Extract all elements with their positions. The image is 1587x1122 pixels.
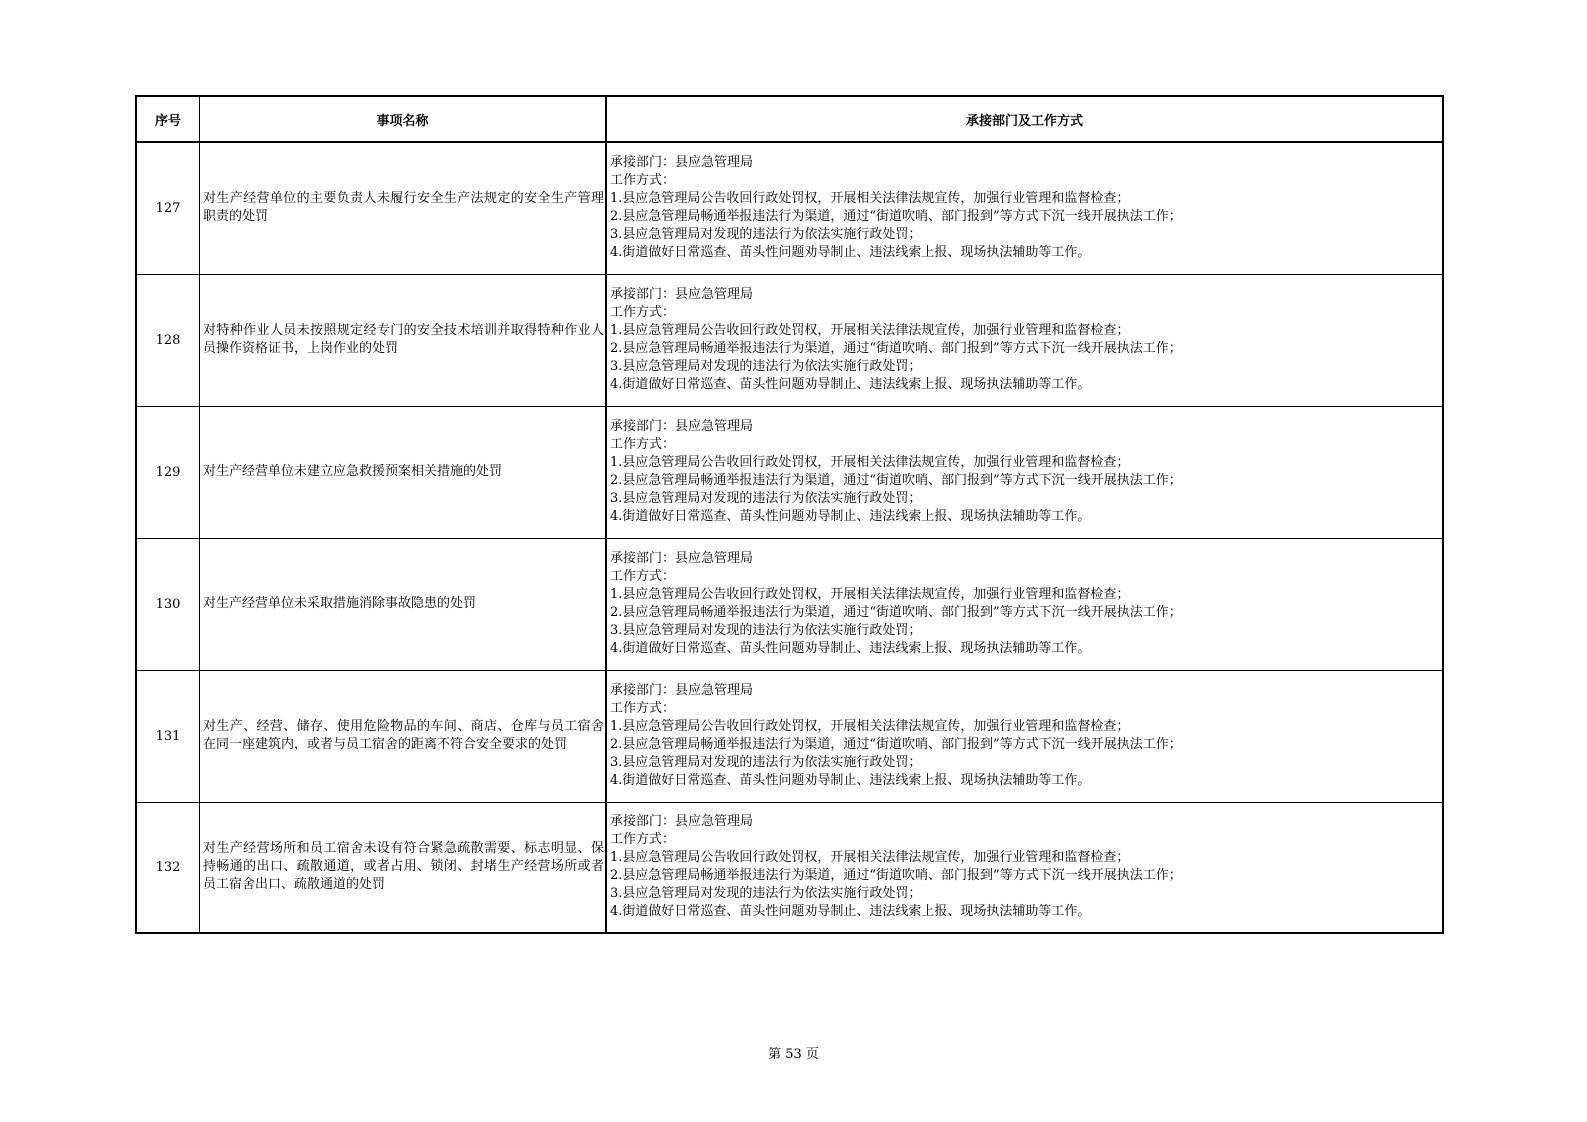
row-item-name: 对生产、经营、储存、使用危险物品的车间、商店、仓库与员工宿舍在同一座建筑内，或者与员工宿舍的距离不符合安全要求的处罚	[200, 670, 607, 802]
table-row	[136, 142, 1443, 274]
table-header-row	[136, 96, 1443, 142]
mode-label: 工作方式：	[610, 569, 676, 584]
row-item-name: 对生产经营场所和员工宿舍未设有符合紧急疏散需要、标志明显、保持畅通的出口、疏散通道，或者占用、锁闭、封堵生产经营场所或者员工宿舍出口、疏散通道的处罚	[200, 802, 607, 933]
step-line: 4.街道做好日常巡查、苗头性问题劝导制止、违法线索上报、现场执法辅助等工作。	[610, 641, 1091, 656]
header-seq: 序号	[136, 96, 200, 142]
table-row	[136, 670, 1443, 802]
row-seq: 128	[136, 274, 200, 406]
row-method	[606, 538, 1443, 670]
step-line: 4.街道做好日常巡查、苗头性问题劝导制止、违法线索上报、现场执法辅助等工作。	[610, 773, 1091, 788]
step-line: 1.县应急管理局公告收回行政处罚权，开展相关法律法规宣传，加强行业管理和监督检查；	[610, 850, 1130, 866]
step-line: 1.县应急管理局公告收回行政处罚权，开展相关法律法规宣传，加强行业管理和监督检查；	[610, 191, 1130, 207]
row-seq: 129	[136, 406, 200, 538]
items-table	[135, 95, 1444, 934]
mode-label: 工作方式：	[610, 305, 676, 320]
row-item-name: 对生产经营单位未采取措施消除事故隐患的处罚	[200, 538, 607, 670]
step-line: 2.县应急管理局畅通举报违法行为渠道，通过“街道吹哨、部门报到”等方式下沉一线开展执法工作；	[610, 341, 1182, 356]
mode-label: 工作方式：	[610, 701, 676, 716]
row-seq: 131	[136, 670, 200, 802]
step-line: 3.县应急管理局对发现的违法行为依法实施行政处罚；	[610, 359, 922, 374]
step-line: 1.县应急管理局公告收回行政处罚权，开展相关法律法规宣传，加强行业管理和监督检查；	[610, 455, 1130, 470]
row-method	[606, 142, 1443, 274]
header-name: 事项名称	[200, 96, 607, 142]
row-method	[606, 802, 1443, 933]
step-line: 2.县应急管理局畅通举报违法行为渠道，通过“街道吹哨、部门报到”等方式下沉一线开展执法工作；	[610, 868, 1182, 884]
page-number: 第 53 页	[768, 1047, 819, 1062]
mode-label: 工作方式：	[610, 437, 676, 452]
step-line: 2.县应急管理局畅通举报违法行为渠道，通过“街道吹哨、部门报到”等方式下沉一线开展执法工作；	[610, 605, 1182, 620]
step-line: 4.街道做好日常巡查、苗头性问题劝导制止、违法线索上报、现场执法辅助等工作。	[610, 377, 1091, 392]
dept-line: 承接部门：县应急管理局	[610, 551, 754, 566]
table-row	[136, 538, 1443, 670]
step-line: 1.县应急管理局公告收回行政处罚权，开展相关法律法规宣传，加强行业管理和监督检查；	[610, 587, 1130, 602]
row-item-name: 对生产经营单位的主要负责人未履行安全生产法规定的安全生产管理职责的处罚	[200, 142, 607, 274]
table-row	[136, 802, 1443, 933]
step-line: 3.县应急管理局对发现的违法行为依法实施行政处罚；	[610, 227, 922, 243]
dept-line: 承接部门：县应急管理局	[610, 419, 754, 434]
mode-label: 工作方式：	[610, 832, 676, 848]
step-line: 3.县应急管理局对发现的违法行为依法实施行政处罚；	[610, 491, 922, 506]
row-method	[606, 274, 1443, 406]
step-line: 1.县应急管理局公告收回行政处罚权，开展相关法律法规宣传，加强行业管理和监督检查；	[610, 323, 1130, 338]
step-line: 2.县应急管理局畅通举报违法行为渠道，通过“街道吹哨、部门报到”等方式下沉一线开展执法工作；	[610, 209, 1182, 225]
row-seq: 127	[136, 142, 200, 274]
row-method	[606, 406, 1443, 538]
step-line: 2.县应急管理局畅通举报违法行为渠道，通过“街道吹哨、部门报到”等方式下沉一线开展执法工作；	[610, 737, 1182, 752]
step-line: 2.县应急管理局畅通举报违法行为渠道，通过“街道吹哨、部门报到”等方式下沉一线开展执法工作；	[610, 473, 1182, 488]
row-seq: 132	[136, 802, 200, 933]
step-line: 4.街道做好日常巡查、苗头性问题劝导制止、违法线索上报、现场执法辅助等工作。	[610, 245, 1091, 261]
dept-line: 承接部门：县应急管理局	[610, 155, 754, 171]
table-row	[136, 274, 1443, 406]
step-line: 4.街道做好日常巡查、苗头性问题劝导制止、违法线索上报、现场执法辅助等工作。	[610, 904, 1091, 920]
row-method	[606, 670, 1443, 802]
row-seq: 130	[136, 538, 200, 670]
step-line: 3.县应急管理局对发现的违法行为依法实施行政处罚；	[610, 886, 922, 902]
row-item-name: 对生产经营单位未建立应急救援预案相关措施的处罚	[200, 406, 607, 538]
row-item-name: 对特种作业人员未按照规定经专门的安全技术培训并取得特种作业人员操作资格证书，上岗作业的处罚	[200, 274, 607, 406]
table-row	[136, 406, 1443, 538]
step-line: 4.街道做好日常巡查、苗头性问题劝导制止、违法线索上报、现场执法辅助等工作。	[610, 509, 1091, 524]
step-line: 3.县应急管理局对发现的违法行为依法实施行政处罚；	[610, 623, 922, 638]
dept-line: 承接部门：县应急管理局	[610, 287, 754, 302]
step-line: 1.县应急管理局公告收回行政处罚权，开展相关法律法规宣传，加强行业管理和监督检查；	[610, 719, 1130, 734]
dept-line: 承接部门：县应急管理局	[610, 814, 754, 830]
header-method: 承接部门及工作方式	[606, 96, 1443, 142]
step-line: 3.县应急管理局对发现的违法行为依法实施行政处罚；	[610, 755, 922, 770]
mode-label: 工作方式：	[610, 173, 676, 189]
dept-line: 承接部门：县应急管理局	[610, 683, 754, 698]
